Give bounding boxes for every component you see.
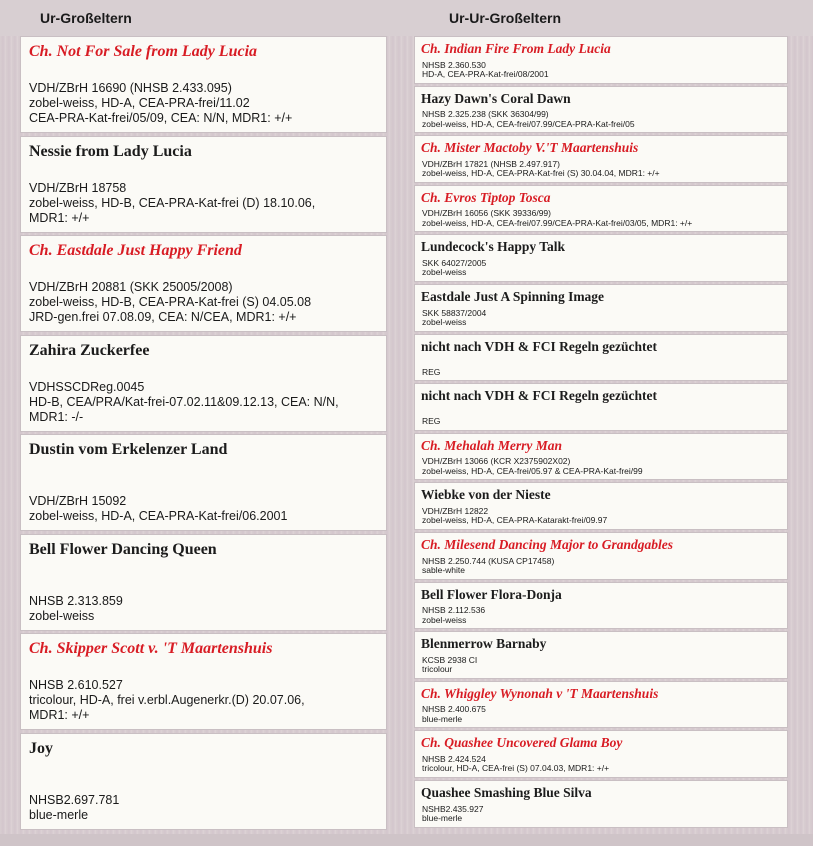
dog-name: Ch. Whiggley Wynonah v 'T Maartenshuis: [421, 685, 659, 701]
dog-details: NHSB 2.325.238 (SKK 36304/99) zobel-weiss, HD-A, CEA-frei/07.99/CEA-PRA-Kat-frei/05: [422, 109, 635, 129]
dog-name: Ch. Evros Tiptop Tosca: [421, 189, 551, 205]
dog-name: Lundecock's Happy Talk: [421, 239, 566, 255]
pedigree-entry: [414, 36, 788, 84]
pedigree-entry: [414, 334, 788, 382]
dog-name: Ch. Indian Fire From Lady Lucia: [421, 41, 611, 56]
dog-name: Ch. Quashee Uncovered Glama Boy: [421, 735, 623, 751]
dog-details: REG: [422, 366, 441, 377]
pedigree-entry: [414, 780, 788, 828]
dog-details: VDH/ZBrH 20881 (SKK 25005/2008) zobel-weiss, HD-B, CEA-PRA-Kat-frei (S) 04.05.08 JRD-gen.frei 07.08.09, CEA: N/CEA, MDR1: +/+: [29, 280, 312, 324]
pedigree-entry: [20, 136, 387, 233]
dog-details: VDHSSCDReg.0045 HD-B, CEA/PRA/Kat-frei-07.02.11&09.12.13, CEA: N/N, MDR1: -/-: [29, 379, 339, 424]
dog-details: NHSB 2.112.536 zobel-weiss: [422, 605, 486, 625]
dog-name: Blenmerrow Barnaby: [421, 636, 547, 652]
dog-name: Zahira Zuckerfee: [29, 341, 150, 359]
dog-name: Hazy Dawn's Coral Dawn: [421, 90, 571, 106]
header-ur-grosseltern: Ur-Großeltern: [0, 0, 405, 36]
dog-details: NHSB 2.313.859 zobel-weiss: [29, 593, 123, 623]
header-ur-ur-grosseltern: Ur-Ur-Großeltern: [405, 0, 813, 36]
dog-name: Ch. Eastdale Just Happy Friend: [29, 242, 242, 259]
dog-name: Ch. Mehalah Merry Man: [421, 437, 563, 453]
dog-details: SKK 64027/2005 zobel-weiss: [422, 257, 487, 278]
dog-name: Joy: [29, 739, 53, 757]
page-bottom-edge: [0, 834, 813, 846]
pedigree-entry: [20, 335, 387, 432]
dog-details: NHSB2.697.781 blue-merle: [29, 792, 120, 822]
dog-details: KCSB 2938 CI tricolour: [422, 654, 478, 675]
pedigree-entry: [414, 284, 788, 332]
dog-name: Ch. Milesend Dancing Major to Grandgables: [421, 537, 674, 552]
dog-details: VDH/ZBrH 15092 zobel-weiss, HD-A, CEA-PRA-Kat-frei/06.2001: [29, 494, 288, 523]
dog-name: Ch. Mister Mactoby V.'T Maartenshuis: [421, 140, 639, 156]
dog-details: NHSB 2.424.524 tricolour, HD-A, CEA-frei (S) 07.04.03, MDR1: +/+: [422, 753, 610, 774]
dog-name: Quashee Smashing Blue Silva: [421, 785, 592, 800]
pedigree-entry: [414, 185, 788, 233]
dog-details: REG: [422, 416, 441, 427]
pedigree-entry: [414, 582, 788, 630]
dog-details: NHSB 2.250.744 (KUSA CP17458) sable-white: [422, 555, 555, 575]
dog-details: VDH/ZBrH 18758 zobel-weiss, HD-B, CEA-PRA-Kat-frei (D) 18.10.06, MDR1: +/+: [29, 180, 316, 225]
pedigree-entry: [414, 86, 788, 134]
pedigree-entry: [414, 482, 788, 530]
pedigree-entry: [414, 234, 788, 282]
dog-details: NHSB 2.400.675 blue-merle: [422, 704, 486, 724]
pedigree-entry: [414, 631, 788, 679]
pedigree-entry: [20, 434, 387, 531]
dog-details: NHSB 2.610.527 tricolour, HD-A, frei v.erbl.Augenerkr.(D) 20.07.06, MDR1: +/+: [29, 678, 305, 722]
pedigree-entry: [20, 733, 387, 830]
dog-details: VDH/ZBrH 12822 zobel-weiss, HD-A, CEA-PRA-Katarakt-frei/09.97: [422, 505, 608, 526]
dog-name: Nessie from Lady Lucia: [29, 142, 192, 160]
dog-details: VDH/ZBrH 16690 (NHSB 2.433.095) zobel-weiss, HD-A, CEA-PRA-frei/11.02 CEA-PRA-Kat-frei/05/09, CEA: N/N, MDR1: +/+: [29, 81, 293, 125]
dog-name: Dustin vom Erkelenzer Land: [29, 441, 228, 458]
dog-details: NHSB 2.360.530 HD-A, CEA-PRA-Kat-frei/08/2001: [422, 59, 549, 79]
dog-details: NSHB2.435.927 blue-merle: [422, 803, 484, 823]
pedigree-entry: [414, 383, 788, 431]
dog-name: Eastdale Just A Spinning Image: [421, 289, 605, 304]
pedigree-entry: [20, 235, 387, 332]
pedigree-entry: [414, 681, 788, 729]
dog-name: nicht nach VDH & FCI Regeln gezüchtet: [421, 338, 657, 354]
dog-name: Wiebke von der Nieste: [421, 487, 551, 503]
dog-name: Bell Flower Dancing Queen: [29, 540, 217, 558]
pedigree-entry: [414, 135, 788, 183]
dog-details: VDH/ZBrH 16056 (SKK 39336/99) zobel-weiss, HD-A, CEA-frei/07.99/CEA-PRA-Kat-frei/03/05, MDR1: +/+: [422, 208, 693, 228]
dog-name: Ch. Not For Sale from Lady Lucia: [29, 43, 258, 60]
pedigree-entry: [414, 532, 788, 580]
pedigree-entry: [20, 633, 387, 730]
pedigree-entry: [414, 730, 788, 778]
dog-details: SKK 58837/2004 zobel-weiss: [422, 307, 487, 327]
pedigree-entry: [20, 36, 387, 133]
dog-details: VDH/ZBrH 17821 (NHSB 2.497.917) zobel-weiss, HD-A, CEA-PRA-Kat-frei (S) 30.04.04, MDR1: +/+: [422, 158, 660, 179]
dog-details: VDH/ZBrH 13066 (KCR X2375902X02) zobel-weiss, HD-A, CEA-frei/05.97 & CEA-PRA-Kat-frei/99: [422, 456, 643, 476]
pedigree-entry: [20, 534, 387, 631]
dog-name: nicht nach VDH & FCI Regeln gezüchtet: [421, 388, 657, 404]
pedigree-entry: [414, 433, 788, 481]
dog-name: Ch. Skipper Scott v. 'T Maartenshuis: [29, 640, 273, 657]
dog-name: Bell Flower Flora-Donja: [421, 586, 562, 602]
